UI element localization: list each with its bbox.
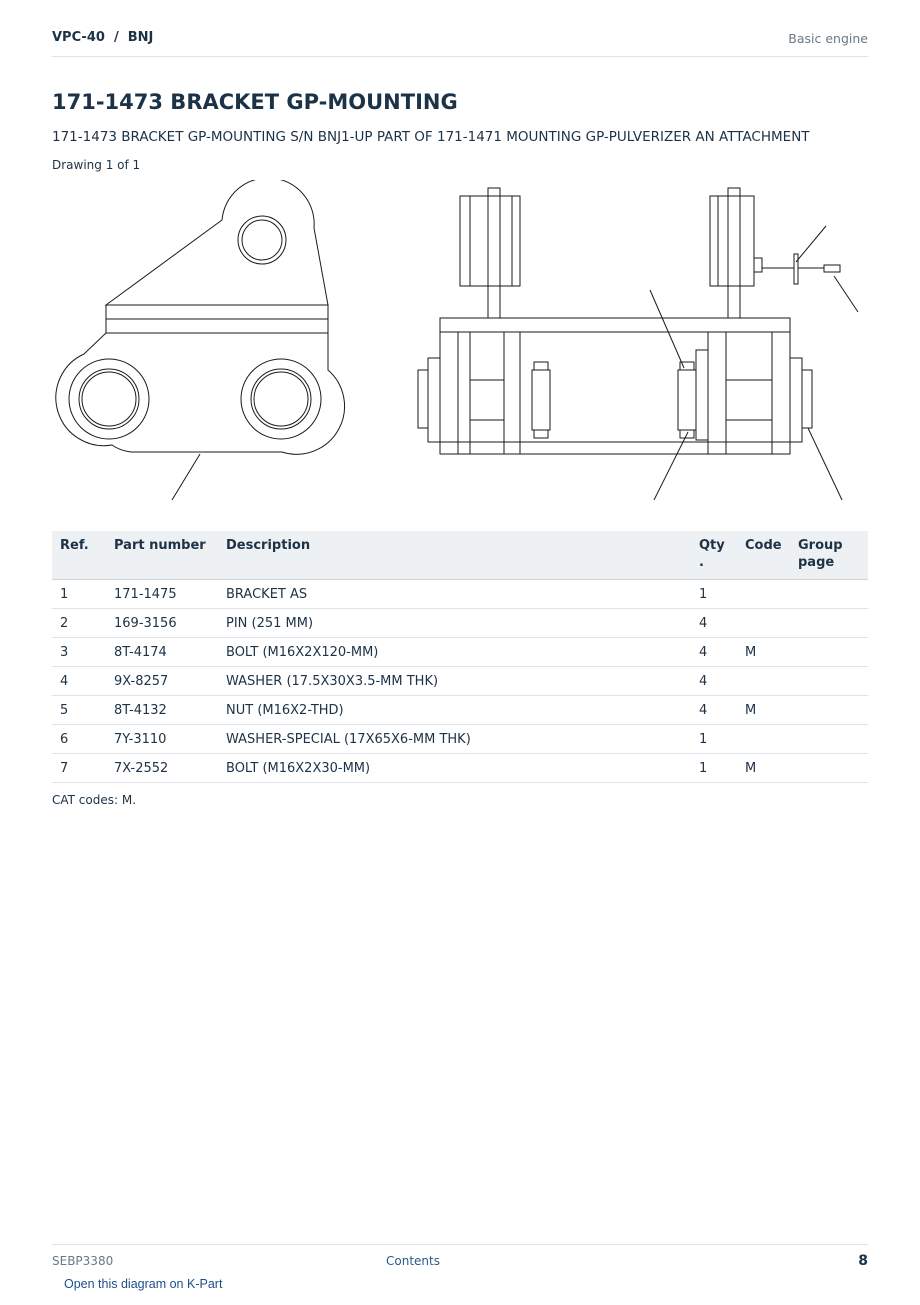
cell-code	[737, 667, 790, 696]
page-number: 8	[858, 1253, 868, 1269]
cell-part-number: 171-1475	[106, 580, 218, 609]
cell-part-number: 8T-4174	[106, 638, 218, 667]
cell-code: M	[737, 638, 790, 667]
col-group-page: Group page	[790, 531, 868, 580]
parts-table	[52, 531, 868, 783]
cell-ref: 5	[52, 696, 106, 725]
page-subtitle: 171-1473 BRACKET GP-MOUNTING S/N BNJ1-UP PART OF 171-1471 MOUNTING GP-PULVERIZER AN ATTACHMENT	[52, 129, 810, 145]
cell-part-number: 8T-4132	[106, 696, 218, 725]
page-footer	[52, 1244, 868, 1305]
cell-code	[737, 609, 790, 638]
cell-group-page	[790, 638, 868, 667]
cell-ref: 6	[52, 725, 106, 754]
cell-group-page	[790, 725, 868, 754]
parts-diagram	[52, 180, 868, 510]
model-label: VPC-40 / BNJ	[52, 30, 154, 45]
cell-group-page	[790, 609, 868, 638]
cell-qty: 1	[691, 754, 737, 783]
col-part-number: Part number	[106, 531, 218, 580]
cell-group-page	[790, 696, 868, 725]
drawing-label: Drawing 1 of 1	[52, 158, 141, 172]
col-ref: Ref.	[52, 531, 106, 580]
cell-description: PIN (251 MM)	[218, 609, 691, 638]
parts-table-header	[52, 531, 868, 580]
col-code: Code	[737, 531, 790, 580]
cell-qty: 4	[691, 638, 737, 667]
table-row	[52, 725, 868, 754]
cell-qty: 4	[691, 696, 737, 725]
cell-code	[737, 580, 790, 609]
cell-description: WASHER (17.5X30X3.5-MM THK)	[218, 667, 691, 696]
cell-ref: 1	[52, 580, 106, 609]
col-description: Description	[218, 531, 691, 580]
cell-group-page	[790, 580, 868, 609]
cell-code	[737, 725, 790, 754]
cell-ref: 3	[52, 638, 106, 667]
cell-code: M	[737, 754, 790, 783]
table-row	[52, 696, 868, 725]
page-title: 171-1473 BRACKET GP-MOUNTING	[52, 90, 458, 114]
kpart-link[interactable]: Open this diagram on K-Part	[64, 1277, 223, 1291]
table-row	[52, 754, 868, 783]
cell-ref: 2	[52, 609, 106, 638]
document-number: SEBP3380	[52, 1254, 114, 1268]
cell-description: WASHER-SPECIAL (17X65X6-MM THK)	[218, 725, 691, 754]
cat-codes-note: CAT codes: M.	[52, 793, 137, 807]
cell-part-number: 7X-2552	[106, 754, 218, 783]
col-qty: Qty .	[691, 531, 737, 580]
cell-qty: 4	[691, 609, 737, 638]
cell-part-number: 7Y-3110	[106, 725, 218, 754]
cell-qty: 4	[691, 667, 737, 696]
table-row	[52, 638, 868, 667]
cell-qty: 1	[691, 580, 737, 609]
bracket-assembly-view	[418, 188, 858, 500]
cell-description: BRACKET AS	[218, 580, 691, 609]
cell-qty: 1	[691, 725, 737, 754]
page-header	[52, 28, 868, 57]
cell-group-page	[790, 667, 868, 696]
cell-description: NUT (M16X2-THD)	[218, 696, 691, 725]
table-row	[52, 667, 868, 696]
section-label: Basic engine	[788, 31, 868, 46]
contents-link[interactable]: Contents	[386, 1254, 440, 1268]
cell-code: M	[737, 696, 790, 725]
table-row	[52, 609, 868, 638]
cell-description: BOLT (M16X2X30-MM)	[218, 754, 691, 783]
bracket-side-view	[56, 180, 345, 500]
cell-group-page	[790, 754, 868, 783]
cell-part-number: 169-3156	[106, 609, 218, 638]
cell-ref: 4	[52, 667, 106, 696]
cell-description: BOLT (M16X2X120-MM)	[218, 638, 691, 667]
table-row	[52, 580, 868, 609]
cell-ref: 7	[52, 754, 106, 783]
cell-part-number: 9X-8257	[106, 667, 218, 696]
